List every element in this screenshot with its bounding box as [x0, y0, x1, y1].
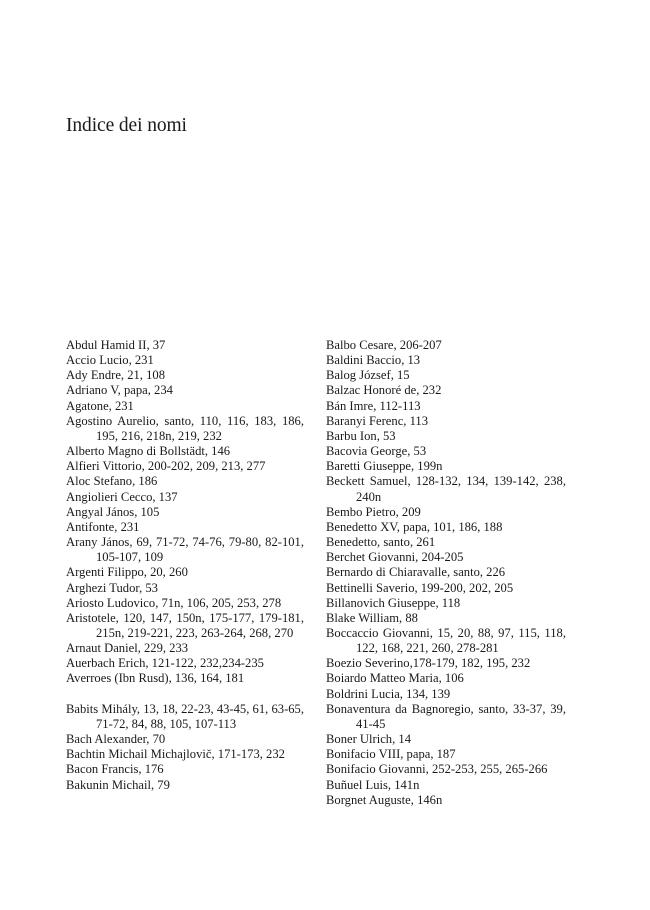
index-entry: Balog József, 15: [326, 368, 410, 383]
index-entry: Benedetto, santo, 261: [326, 535, 436, 550]
index-entry: Bacovia George, 53: [326, 444, 427, 459]
index-column-right: [326, 338, 566, 808]
index-entry: Baldini Baccio, 13: [326, 353, 421, 368]
index-entry: Argenti Filippo, 20, 260: [66, 565, 188, 580]
index-entry: Adriano V, papa, 234: [66, 383, 173, 398]
index-entry: Berchet Giovanni, 204-205: [326, 550, 464, 565]
index-entry: Bán Imre, 112-113: [326, 398, 421, 413]
index-entry: Boner Ulrich, 14: [326, 732, 411, 747]
index-entry: Bembo Pietro, 209: [326, 504, 421, 519]
index-entry: Balzac Honoré de, 232: [326, 383, 442, 398]
index-entry: Aloc Stefano, 186: [66, 474, 158, 489]
index-entry: Agostino Aurelio, santo, 110, 116, 183, 186, 195, 216, 218n, 219, 232: [66, 413, 304, 443]
index-entry: Benedetto XV, papa, 101, 186, 188: [326, 519, 503, 534]
index-entry: Borgnet Auguste, 146n: [326, 792, 443, 807]
index-entry: Accio Lucio, 231: [66, 353, 154, 368]
index-entry: Babits Mihály, 13, 18, 22-23, 43-45, 61, 63-65, 71-72, 84, 88, 105, 107-113: [66, 701, 304, 731]
index-entry: Boiardo Matteo Maria, 106: [326, 671, 464, 686]
index-entry: Averroes (Ibn Rusd), 136, 164, 181: [66, 671, 245, 686]
index-entry: Aristotele, 120, 147, 150n, 175-177, 179-181, 215n, 219-221, 223, 263-264, 268, 270: [66, 610, 304, 640]
index-entry: Bakunin Michail, 79: [66, 777, 170, 792]
index-entry: Buñuel Luis, 141n: [326, 777, 420, 792]
index-entry: Antifonte, 231: [66, 519, 140, 534]
index-entry: Boldrini Lucia, 134, 139: [326, 686, 451, 701]
index-entry: Ady Endre, 21, 108: [66, 368, 165, 383]
index-entry: Bach Alexander, 70: [66, 732, 166, 747]
index-entry: Bonaventura da Bagnoregio, santo, 33-37, 39, 41-45: [326, 701, 566, 731]
index-column-left: [66, 338, 304, 793]
index-entry: Bacon Francis, 176: [66, 762, 164, 777]
index-entry: Angiolieri Cecco, 137: [66, 489, 178, 504]
index-entry: Ariosto Ludovico, 71n, 106, 205, 253, 278: [66, 595, 282, 610]
index-entry: Boezio Severino,178-179, 182, 195, 232: [326, 656, 531, 671]
index-entry: Blake William, 88: [326, 610, 418, 625]
index-entry: Billanovich Giuseppe, 118: [326, 595, 461, 610]
index-entry: Arany János, 69, 71-72, 74-76, 79-80, 82-101, 105-107, 109: [66, 535, 304, 565]
index-entry: Agatone, 231: [66, 398, 134, 413]
index-entry: Balbo Cesare, 206-207: [326, 338, 442, 352]
index-entry: Bonifacio Giovanni, 252-253, 255, 265-266: [326, 762, 548, 777]
letter-group-spacer: [66, 687, 304, 702]
index-entry: Boccaccio Giovanni, 15, 20, 88, 97, 115, 118, 122, 168, 221, 260, 278-281: [326, 625, 566, 656]
index-entry: Alberto Magno di Bollstädt, 146: [66, 444, 231, 459]
index-entry: Angyal János, 105: [66, 504, 160, 519]
index-entry: Bettinelli Saverio, 199-200, 202, 205: [326, 580, 514, 595]
index-entry: Arnaut Daniel, 229, 233: [66, 641, 189, 656]
index-entry: Bernardo di Chiaravalle, santo, 226: [326, 565, 506, 580]
index-entry: Arghezi Tudor, 53: [66, 580, 158, 595]
index-entry: Bachtin Michail Michajlovič, 171-173, 232: [66, 747, 285, 762]
index-entry: Auerbach Erich, 121-122, 232,234-235: [66, 656, 264, 671]
index-entry: Beckett Samuel, 128-132, 134, 139-142, 238, 240n: [326, 474, 566, 504]
index-entry: Alfieri Vittorio, 200-202, 209, 213, 277: [66, 459, 266, 474]
page-title: Indice dei nomi: [66, 115, 187, 136]
index-entry: Barbu Ion, 53: [326, 428, 396, 443]
index-entry: Abdul Hamid II, 37: [66, 338, 166, 352]
index-entry: Baranyi Ferenc, 113: [326, 413, 428, 428]
index-entry: Bonifacio VIII, papa, 187: [326, 747, 456, 762]
index-entry: Baretti Giuseppe, 199n: [326, 459, 443, 474]
